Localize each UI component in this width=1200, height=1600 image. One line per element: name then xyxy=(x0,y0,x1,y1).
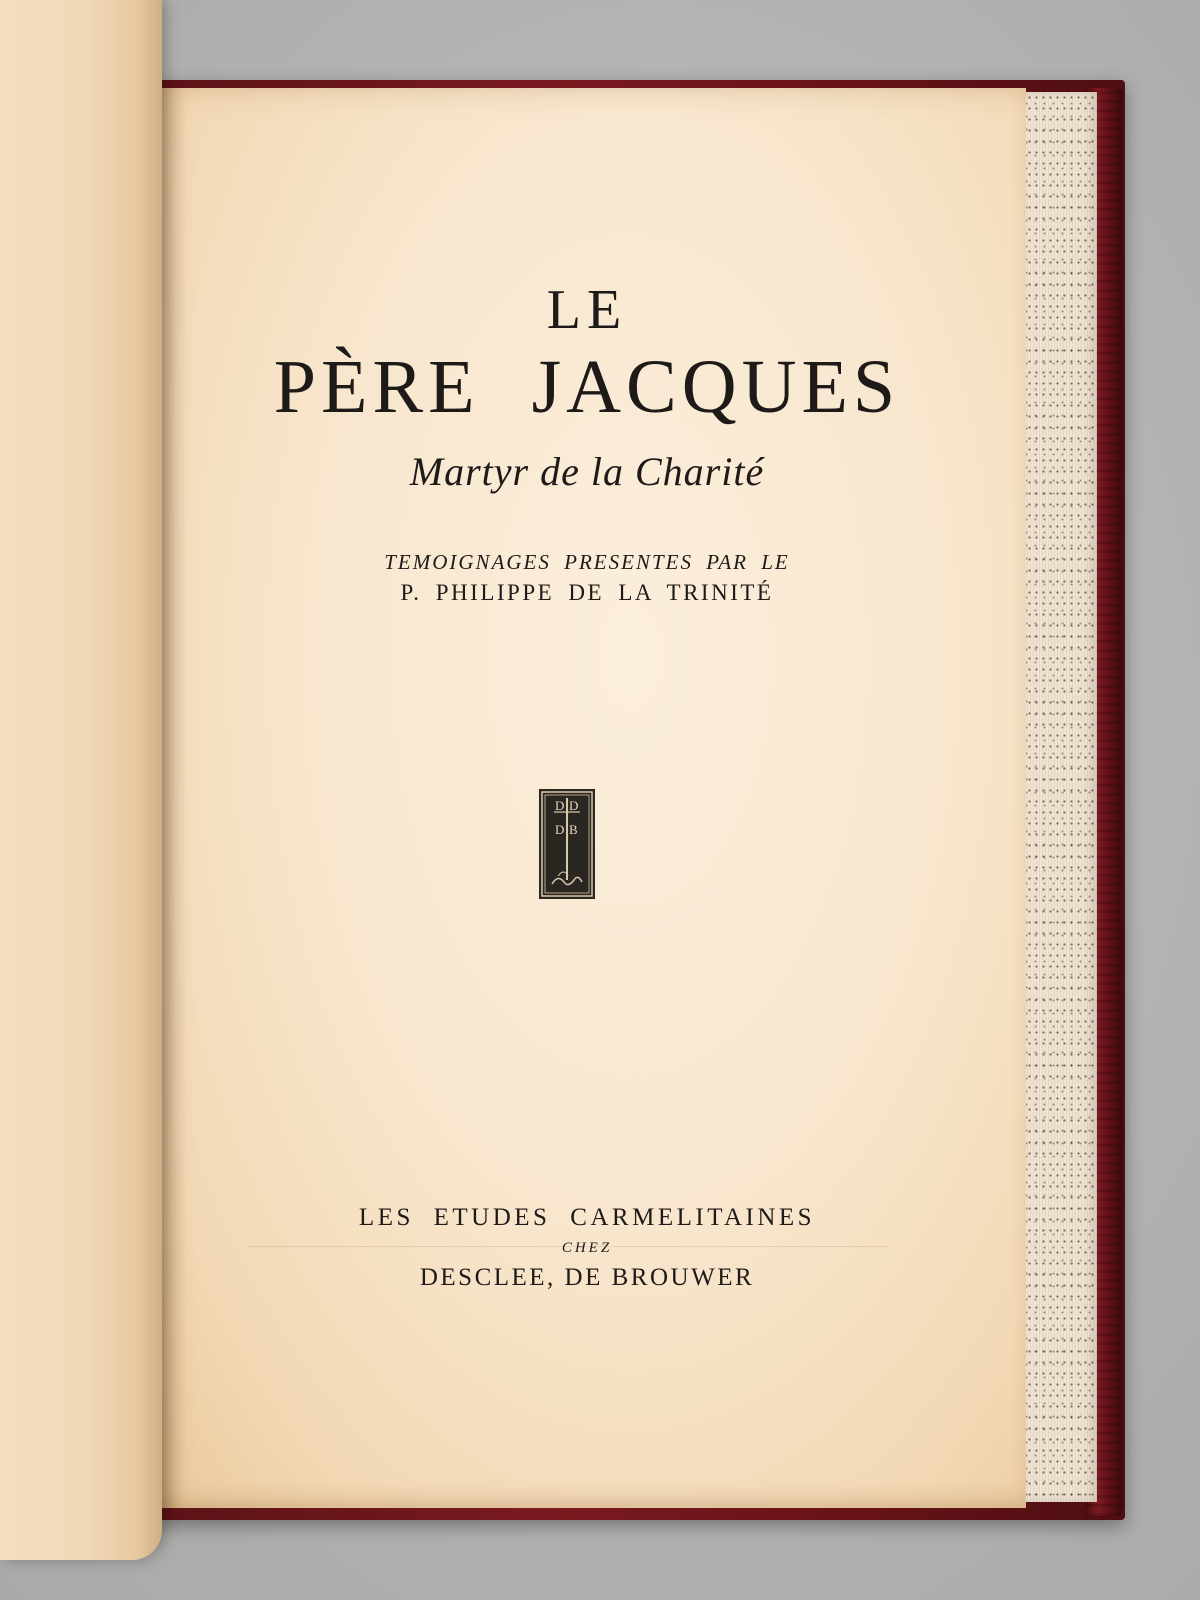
title-page xyxy=(148,88,1026,1508)
author-name: P. PHILIPPE DE LA TRINITÉ xyxy=(400,580,774,605)
title-line-1: LE xyxy=(546,279,628,341)
title-line-2: PÈRE JACQUES xyxy=(273,345,901,429)
svg-text:D: D xyxy=(555,822,565,837)
page-block-fore-edge xyxy=(1018,92,1097,1502)
svg-text:D: D xyxy=(569,798,579,813)
publisher-line-1: LES ETUDES CARMELITAINES xyxy=(358,1204,816,1231)
ddb-publisher-mark-icon xyxy=(538,788,596,900)
credit-line: TEMOIGNAGES PRESENTES PAR LE xyxy=(384,550,790,574)
svg-text:D: D xyxy=(555,798,565,813)
publisher-connector: CHEZ xyxy=(561,1240,613,1256)
subtitle: Martyr de la Charité xyxy=(409,449,765,494)
left-blank-page xyxy=(0,0,162,1560)
publisher-line-2: DESCLEE, DE BROUWER xyxy=(419,1264,755,1291)
svg-text:B: B xyxy=(569,822,578,837)
